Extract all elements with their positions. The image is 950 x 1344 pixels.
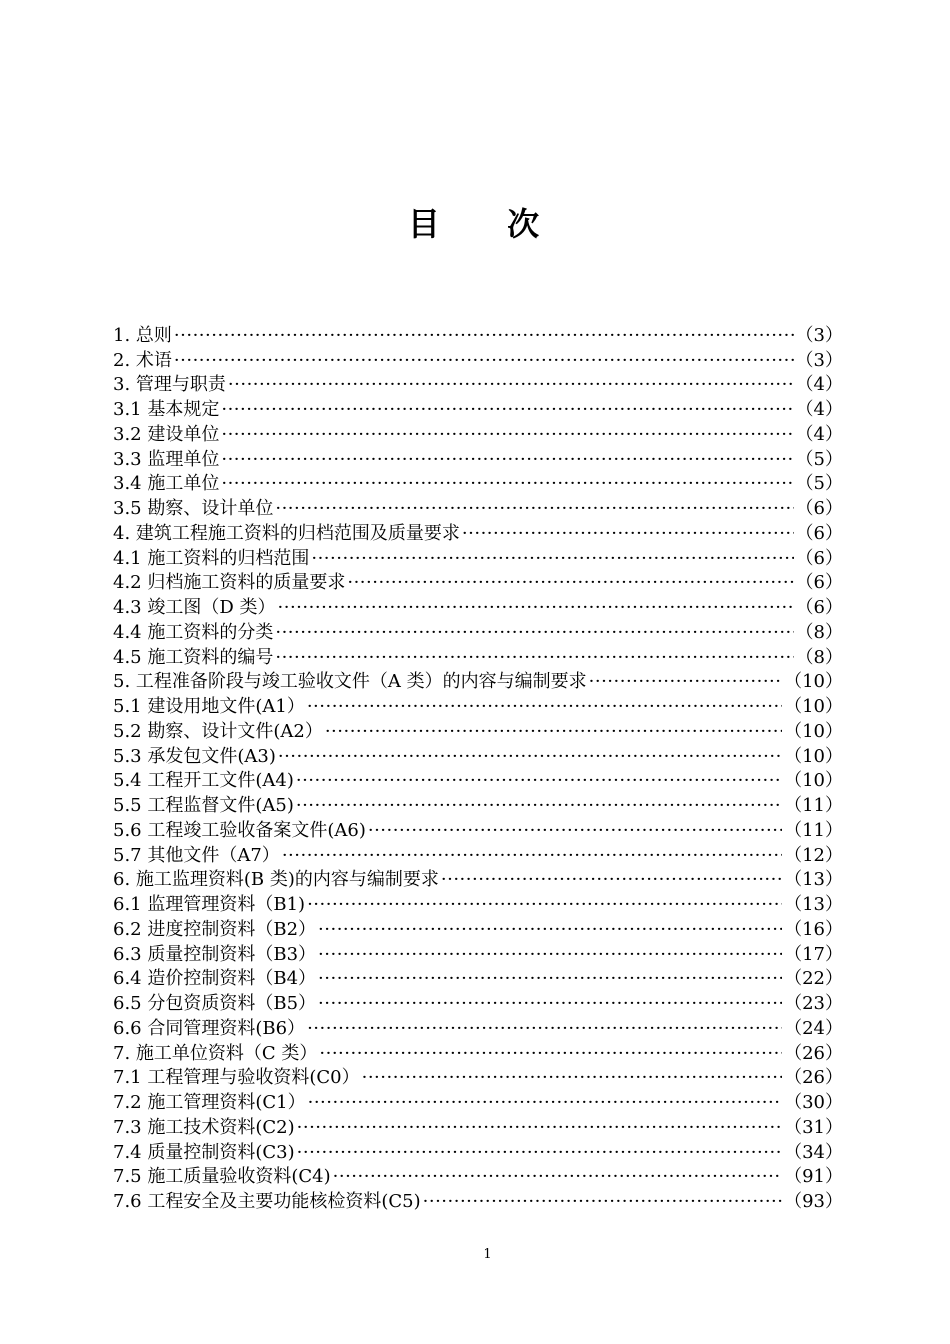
- toc-entry-label: 7. 施工单位资料（C 类）: [113, 1042, 318, 1064]
- toc-entry[interactable]: [113, 1115, 843, 1140]
- toc-entry-label: 7.2 施工管理资料(C1）: [113, 1092, 306, 1113]
- toc-entry-label: 2. 术语: [113, 349, 172, 371]
- toc-leader-dots: [275, 497, 793, 521]
- toc-entry-page: （5）: [795, 448, 843, 470]
- toc-leader-dots: [318, 992, 782, 1016]
- toc-entry-label: 3.5 勘察、设计单位: [113, 498, 274, 519]
- toc-entry-label: 5.2 勘察、设计文件(A2）: [113, 720, 323, 742]
- toc-entry-label: 3.1 基本规定: [113, 399, 220, 420]
- toc-entry-label: 3.4 施工单位: [113, 473, 220, 495]
- toc-entry-page: （10）: [784, 696, 843, 717]
- toc-entry-label: 3.2 建设单位: [113, 423, 220, 445]
- toc-leader-dots: [221, 398, 793, 422]
- toc-leader-dots: [462, 522, 794, 546]
- toc-entry[interactable]: [113, 917, 843, 942]
- toc-leader-dots: [347, 571, 793, 595]
- page-number: 1: [483, 1247, 492, 1262]
- toc-entry-label: 5.1 建设用地文件(A1）: [113, 696, 305, 717]
- toc-entry[interactable]: [113, 521, 843, 546]
- toc-entry[interactable]: [113, 620, 843, 645]
- toc-entry-page: （4）: [795, 423, 843, 445]
- toc-entry-label: 5.3 承发包文件(A3): [113, 745, 276, 767]
- toc-entry-page: （10）: [784, 720, 843, 742]
- toc-entry-page: （13）: [784, 869, 843, 891]
- toc-leader-dots: [307, 695, 782, 719]
- toc-entry-page: （91）: [784, 1166, 843, 1188]
- toc-entry-label: 6. 施工监理资料(B 类)的内容与编制要求: [113, 869, 439, 891]
- toc-entry-label: 6.4 造价控制资料（B4）: [113, 968, 317, 990]
- toc-leader-dots: [297, 1116, 782, 1140]
- toc-entry[interactable]: [113, 373, 843, 398]
- toc-leader-dots: [589, 670, 782, 694]
- toc-entry-label: 7.5 施工质量验收资料(C4): [113, 1166, 331, 1188]
- toc-entry-label: 3. 管理与职责: [113, 374, 226, 396]
- toc-entry-label: 5.4 工程开工文件(A4): [113, 770, 294, 792]
- toc-entry-label: 6.5 分包资质资料（B5）: [113, 993, 317, 1014]
- toc-entry-page: （11）: [784, 795, 843, 816]
- toc-entry[interactable]: [113, 868, 843, 893]
- toc-entry-label: 4.3 竣工图（D 类）: [113, 597, 276, 618]
- toc-entry-page: （23）: [784, 993, 843, 1014]
- toc-entry[interactable]: [113, 348, 843, 373]
- toc-entry-label: 4.2 归档施工资料的质量要求: [113, 572, 346, 594]
- toc-entry-page: （3）: [795, 349, 843, 371]
- toc-entry[interactable]: [113, 422, 843, 447]
- toc-entry[interactable]: [113, 744, 843, 769]
- toc-entry-page: （6）: [795, 522, 843, 544]
- toc-entry-label: 5.5 工程监督文件(A5): [113, 795, 294, 816]
- toc-entry[interactable]: [113, 967, 843, 992]
- toc-leader-dots: [297, 1141, 782, 1165]
- toc-entry[interactable]: [113, 595, 843, 620]
- toc-leader-dots: [318, 967, 782, 991]
- toc-entry-label: 5.6 工程竣工验收备案文件(A6): [113, 819, 366, 841]
- toc-entry-page: （6）: [795, 572, 843, 594]
- toc-leader-dots: [368, 819, 782, 843]
- toc-entry-page: （17）: [784, 943, 843, 965]
- toc-entry[interactable]: [113, 694, 843, 719]
- toc-leader-dots: [296, 769, 782, 793]
- toc-entry-page: （6）: [795, 498, 843, 519]
- toc-entry-page: （5）: [795, 473, 843, 495]
- toc-entry[interactable]: [113, 447, 843, 472]
- toc-entry-label: 6.1 监理管理资料（B1): [113, 894, 306, 915]
- toc-entry[interactable]: [113, 719, 843, 744]
- toc-entry-page: （93）: [784, 1191, 843, 1212]
- toc-leader-dots: [441, 868, 782, 892]
- toc-leader-dots: [333, 1165, 782, 1189]
- toc-entry-page: （6）: [795, 597, 843, 618]
- toc-leader-dots: [307, 893, 782, 917]
- toc-leader-dots: [221, 423, 793, 447]
- toc-entry-page: （26）: [784, 1067, 843, 1089]
- toc-entry-page: （31）: [784, 1116, 843, 1138]
- toc-entry[interactable]: [113, 1041, 843, 1066]
- toc-entry-page: （12）: [784, 844, 843, 866]
- toc-entry[interactable]: [113, 1016, 843, 1041]
- toc-entry[interactable]: [113, 769, 843, 794]
- toc-entry-page: （16）: [784, 918, 843, 940]
- toc-leader-dots: [174, 349, 794, 373]
- toc-entry-label: 6.3 质量控制资料（B3）: [113, 943, 317, 965]
- toc-entry-page: （30）: [784, 1092, 843, 1113]
- toc-entry-page: （10）: [784, 745, 843, 767]
- toc-entry-page: （26）: [784, 1042, 843, 1064]
- toc-entry-page: （4）: [795, 399, 843, 420]
- toc-entry-page: （13）: [784, 894, 843, 915]
- toc-leader-dots: [325, 720, 782, 744]
- toc-leader-dots: [311, 547, 793, 571]
- toc-entry-page: （11）: [784, 819, 843, 841]
- toc-leader-dots: [423, 1190, 782, 1214]
- table-of-contents: [113, 323, 843, 1214]
- toc-entry[interactable]: [113, 397, 843, 422]
- toc-entry[interactable]: [113, 818, 843, 843]
- toc-entry-label: 5. 工程准备阶段与竣工验收文件（A 类）的内容与编制要求: [113, 671, 587, 693]
- toc-entry-label: 4.1 施工资料的归档范围: [113, 547, 310, 569]
- toc-entry-label: 4. 建筑工程施工资料的归档范围及质量要求: [113, 522, 460, 544]
- toc-entry[interactable]: [113, 843, 843, 868]
- toc-entry[interactable]: [113, 1189, 843, 1214]
- toc-entry-label: 6.6 合同管理资料(B6）: [113, 1017, 306, 1039]
- toc-entry-page: （8）: [795, 646, 843, 668]
- toc-leader-dots: [221, 472, 793, 496]
- toc-leader-dots: [221, 448, 793, 472]
- toc-leader-dots: [282, 844, 782, 868]
- toc-leader-dots: [308, 1091, 782, 1115]
- toc-entry-label: 7.1 工程管理与验收资料(C0）: [113, 1067, 360, 1089]
- toc-entry[interactable]: [113, 1090, 843, 1115]
- toc-entry[interactable]: [113, 645, 843, 670]
- toc-leader-dots: [362, 1066, 783, 1090]
- toc-leader-dots: [307, 1017, 782, 1041]
- toc-entry-label: 6.2 进度控制资料（B2）: [113, 918, 317, 940]
- toc-entry-label: 7.6 工程安全及主要功能核检资料(C5): [113, 1191, 421, 1212]
- toc-entry-label: 7.4 质量控制资料(C3): [113, 1141, 295, 1163]
- toc-leader-dots: [296, 794, 782, 818]
- toc-entry[interactable]: [113, 1165, 843, 1190]
- toc-entry-label: 1. 总则: [113, 324, 172, 346]
- toc-entry[interactable]: [113, 793, 843, 818]
- toc-leader-dots: [318, 918, 782, 942]
- toc-entry[interactable]: [113, 496, 843, 521]
- toc-entry[interactable]: [113, 571, 843, 596]
- page-title: 目 次: [407, 205, 568, 243]
- toc-entry-label: 7.3 施工技术资料(C2): [113, 1116, 295, 1138]
- toc-entry[interactable]: [113, 1066, 843, 1091]
- toc-leader-dots: [174, 324, 794, 348]
- toc-entry[interactable]: [113, 892, 843, 917]
- toc-leader-dots: [319, 1042, 782, 1066]
- toc-entry-page: （10）: [784, 770, 843, 792]
- toc-entry-label: 3.3 监理单位: [113, 448, 220, 470]
- toc-entry[interactable]: [113, 546, 843, 571]
- toc-leader-dots: [278, 596, 794, 620]
- toc-entry-page: （10）: [784, 671, 843, 693]
- toc-entry[interactable]: [113, 942, 843, 967]
- toc-entry-page: （8）: [795, 621, 843, 643]
- toc-entry-page: （4）: [795, 374, 843, 396]
- toc-entry-label: 5.7 其他文件（A7）: [113, 844, 280, 866]
- toc-entry[interactable]: [113, 670, 843, 695]
- toc-entry-page: （3）: [795, 324, 843, 346]
- toc-leader-dots: [275, 646, 793, 670]
- toc-leader-dots: [228, 373, 794, 397]
- toc-leader-dots: [278, 745, 782, 769]
- toc-leader-dots: [275, 621, 793, 645]
- toc-entry-page: （22）: [784, 968, 843, 990]
- toc-entry-label: 4.4 施工资料的分类: [113, 621, 274, 643]
- toc-leader-dots: [318, 943, 782, 967]
- toc-entry[interactable]: [113, 323, 843, 348]
- toc-entry-page: （34）: [784, 1141, 843, 1163]
- toc-entry-page: （6）: [795, 547, 843, 569]
- toc-entry[interactable]: [113, 472, 843, 497]
- toc-entry-page: （24）: [784, 1017, 843, 1039]
- toc-entry[interactable]: [113, 1140, 843, 1165]
- toc-entry[interactable]: [113, 991, 843, 1016]
- toc-entry-label: 4.5 施工资料的编号: [113, 646, 274, 668]
